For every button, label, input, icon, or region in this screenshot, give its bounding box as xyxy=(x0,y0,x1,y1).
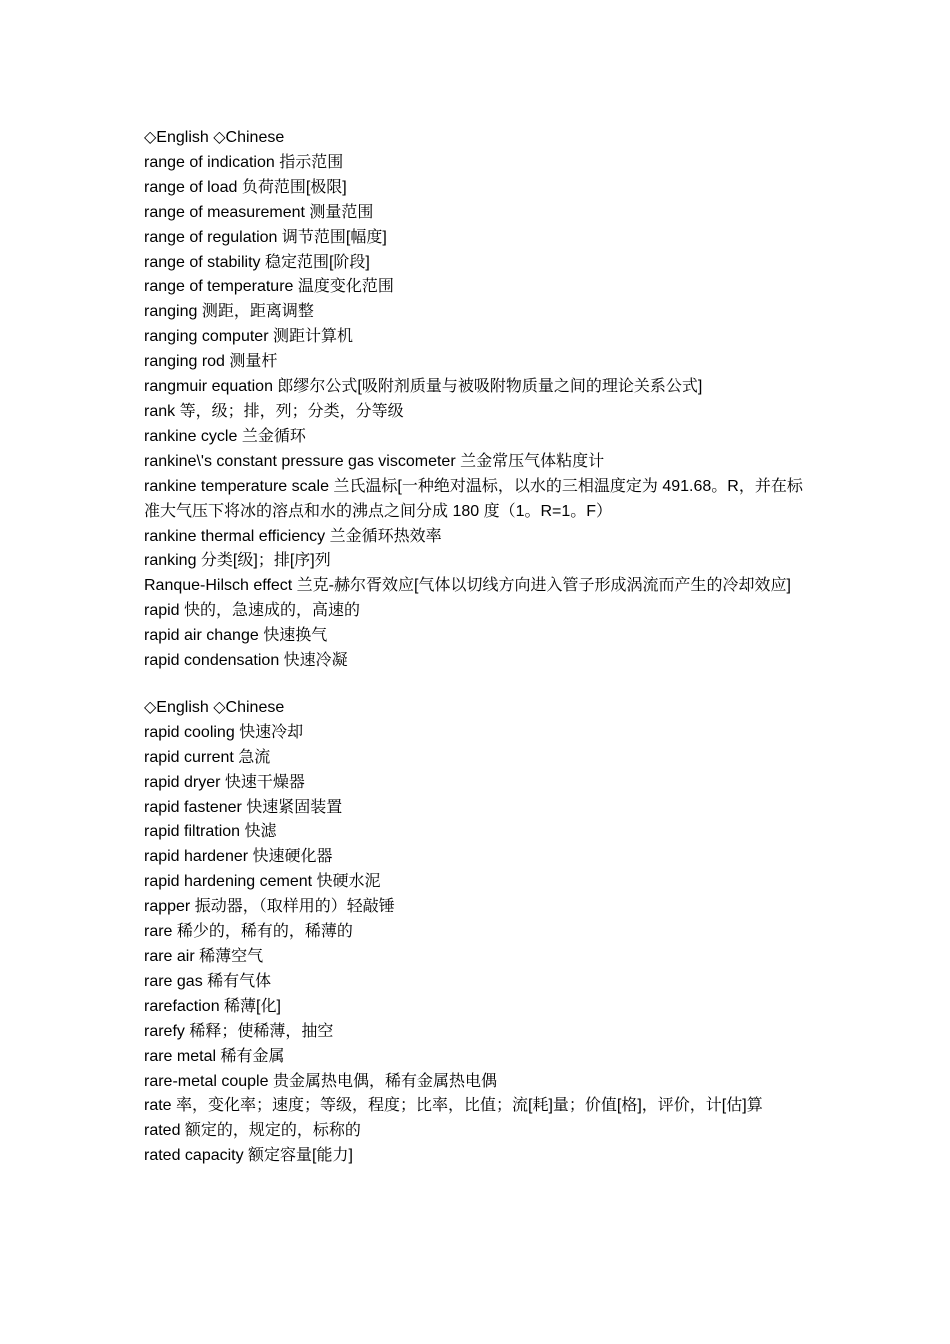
glossary-entry: range of load 负荷范围[极限] xyxy=(144,178,347,196)
glossary-entry: rapper 振动器，（取样用的）轻敲锤 xyxy=(144,898,395,916)
glossary-entry: rare-metal couple 贵金属热电偶，稀有金属热电偶 xyxy=(144,1072,497,1090)
glossary-entry: rated capacity 额定容量[能力] xyxy=(144,1147,353,1165)
glossary-entry: rapid dryer 快速干燥器 xyxy=(144,773,305,791)
glossary-entry: rapid fastener 快速紧固装置 xyxy=(144,798,343,816)
glossary-entry: rapid cooling 快速冷却 xyxy=(144,723,304,741)
glossary-entry: rapid air change 快速换气 xyxy=(144,627,328,645)
glossary-entry: rare air 稀薄空气 xyxy=(144,948,264,965)
glossary-entry: rankine thermal efficiency 兰金循环热效率 xyxy=(144,527,442,545)
glossary-entry: rare gas 稀有气体 xyxy=(144,972,272,990)
glossary-section-2 xyxy=(144,696,806,1169)
glossary-entry: rangmuir equation 郎缪尔公式[吸附剂质量与被吸附物质量之间的理论关系公式] xyxy=(144,378,703,396)
section-header: ◇English ◇Chinese xyxy=(144,698,285,716)
glossary-entry: rankine\'s constant pressure gas viscometer 兰金常压气体粘度计 xyxy=(144,452,605,470)
glossary-entry: rankine temperature scale 兰氏温标[一种绝对温标，以水的三相温度定为 491.68。R，并在标准大气压下将冰的溶点和水的沸点之间分成 180 度（1。R=1。F） xyxy=(144,477,803,520)
glossary-entry: rank 等，级；排，列；分类，分等级 xyxy=(144,402,404,420)
glossary-entry: rapid current 急流 xyxy=(144,748,271,766)
glossary-entry: range of indication 指示范围 xyxy=(144,153,344,171)
glossary-entry: ranging computer 测距计算机 xyxy=(144,328,353,346)
glossary-entry: rate 率，变化率；速度；等级，程度；比率，比值；流[耗]量；价值[格]，评价，计[估]算 xyxy=(144,1097,763,1115)
glossary-entry: rare metal 稀有金属 xyxy=(144,1047,285,1065)
section-header: ◇English ◇Chinese xyxy=(144,129,285,146)
glossary-entry: rapid hardening cement 快硬水泥 xyxy=(144,873,381,891)
glossary-entry: range of measurement 测量范围 xyxy=(144,203,374,221)
glossary-entry: range of regulation 调节范围[幅度] xyxy=(144,228,387,246)
glossary-entry: ranging rod 测量杆 xyxy=(144,353,278,371)
glossary-entry: rarefy 稀释；使稀薄，抽空 xyxy=(144,1022,334,1040)
glossary-entry: rated 额定的，规定的，标称的 xyxy=(144,1122,361,1140)
glossary-entry: range of stability 稳定范围[阶段] xyxy=(144,253,370,271)
glossary-entry: rapid condensation 快速冷凝 xyxy=(144,652,348,670)
glossary-entry: rankine cycle 兰金循环 xyxy=(144,427,306,445)
glossary-entry: Ranque-Hilsch effect 兰克-赫尔胥效应[气体以切线方向进入管子形成涡流而产生的冷却效应] xyxy=(144,577,791,595)
glossary-entry: ranking 分类[级]；排[序]列 xyxy=(144,552,331,570)
glossary-entry: range of temperature 温度变化范围 xyxy=(144,278,394,296)
glossary-entry: rapid hardener 快速硬化器 xyxy=(144,848,333,866)
glossary-entry: ranging 测距，距离调整 xyxy=(144,303,314,321)
section-spacer xyxy=(144,674,806,696)
glossary-entry: rapid 快的，急速成的，高速的 xyxy=(144,602,361,620)
glossary-section-1 xyxy=(144,126,806,674)
glossary-entry: rarefaction 稀薄[化] xyxy=(144,997,281,1015)
glossary-entry: rapid filtration 快滤 xyxy=(144,823,277,841)
glossary-entry: rare 稀少的，稀有的，稀薄的 xyxy=(144,923,353,941)
document-page xyxy=(144,126,806,1169)
